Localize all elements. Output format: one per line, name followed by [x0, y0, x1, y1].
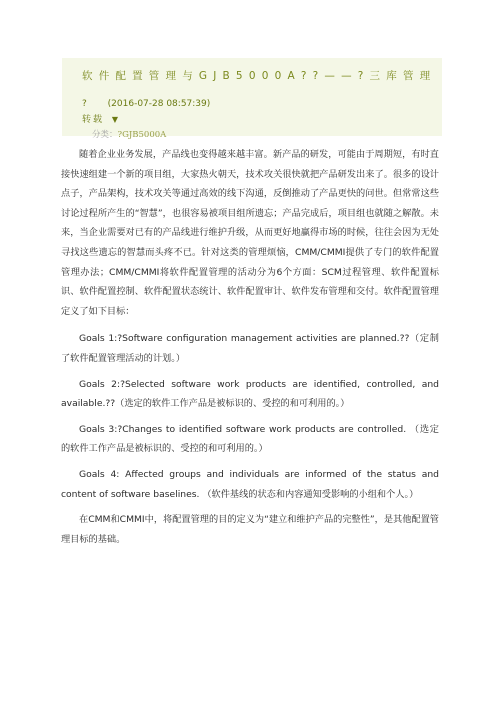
- category-label: 分类：: [92, 130, 118, 140]
- meta-prefix: ?: [82, 99, 87, 109]
- post-category: [92, 128, 166, 140]
- article-paragraph: Goals 3:?Changes to identified software work products are controlled. （选定的软件工作产品是被标识的、受控的和可利用的。）: [61, 423, 439, 455]
- post-meta: [82, 99, 210, 109]
- article-paragraph: Goals 2:?Selected software work products are identified, controlled, and available.??（选定的软件工作产品是被标识的、受控的和可利用的。）: [61, 378, 439, 410]
- post-timestamp: (2016-07-28 08:57:39): [107, 99, 211, 109]
- article-body: [61, 145, 439, 555]
- category-link[interactable]: ?GJB5000A: [117, 130, 167, 140]
- article-paragraph: 随着企业业务发展，产品线也变得越来越丰富。新产品的研发，可能由于周期短，有时直接快速组建一个新的项目组，大家热火朝天，技术攻关很快就把产品研发出来了。很多的设计点子，产品架构，技术攻关等通过高效的线下沟通，反倒推动了产品更快的问世。但常常这些讨论过程所产生的“智慧”，也很容易被项目组所遗忘；产品完成后，项目组也就随之解散。未来，当企业需要对已有的产品线进行维护升级，从而更好地赢得市场的时候，往往会因为无处寻找这些遗忘的智慧而头疼不已。针对这类的管理烦恼，CMM/CMMI提供了专门的软件配置管理办法；CMM/CMMI将软件配置管理的活动分为6个方面：SCM过程管理、软件配置标识、软件配置控制、软件配置状态统计、软件配置审计、软件发布管理和交付。软件配置管理定义了如下目标：: [61, 149, 439, 317]
- article-paragraph: 在CMM和CMMI中，将配置管理的目的定义为“建立和维护产品的完整性”，是其他配置管理目标的基础。: [61, 514, 439, 545]
- dropdown-arrow-icon: ▼: [111, 115, 119, 124]
- article-paragraph: Goals 1:?Software configuration management activities are planned.??（定制了软件配置管理活动的计划。）: [61, 333, 439, 364]
- post-title: 软件配置管理与GJB5000A??——?三库管理: [82, 70, 437, 82]
- repost-button[interactable]: [82, 112, 118, 125]
- repost-label: 转载: [82, 115, 105, 125]
- article-paragraph: Goals 4: Affected groups and individuals are informed of the status and content of software baselines. （软件基线的状态和内容通知受影响的小组和个人。）: [61, 468, 439, 500]
